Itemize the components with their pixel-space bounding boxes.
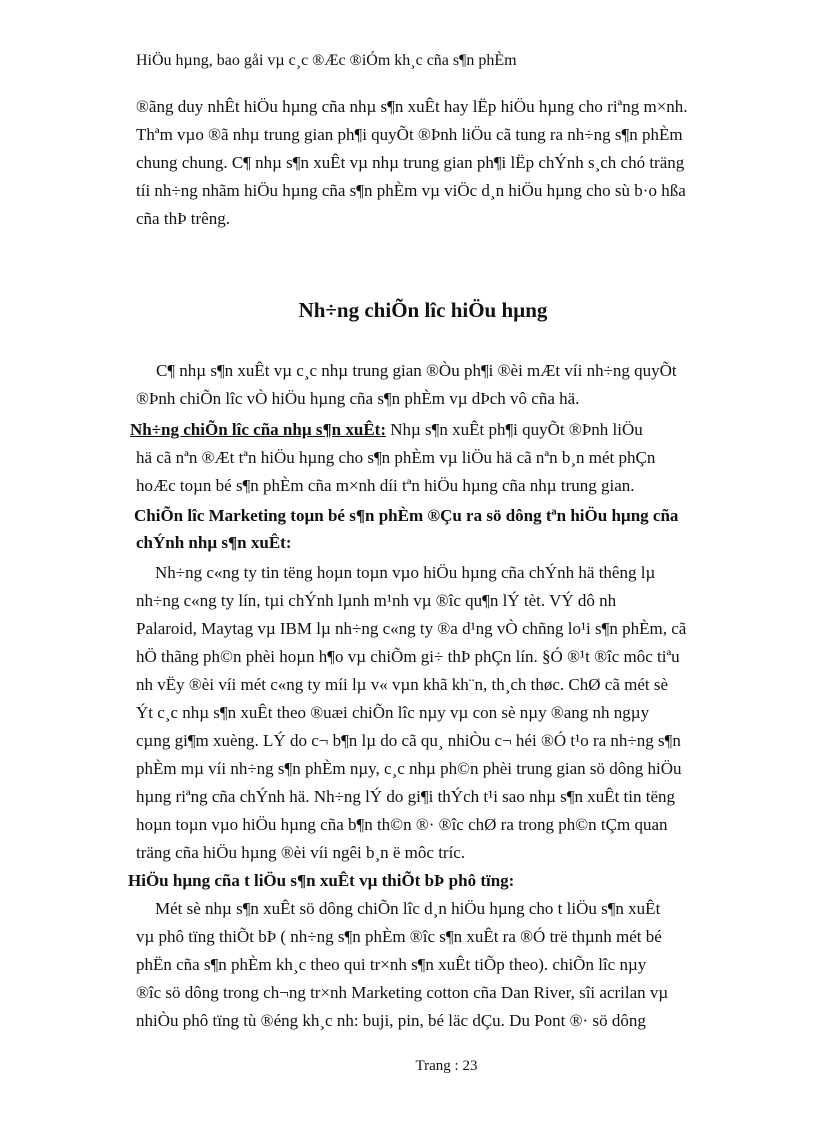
- sec2-line-7: cµng gi¶m xuèng. LÝ do c¬ b¶n lµ do cã qu¸ nhiÒu c¬ héi ®Ó t¹o ra nh÷ng s¶n: [136, 731, 681, 750]
- sec1-label: Nh÷ng chiÕn lîc cña nhµ s¶n xuÊt:: [130, 420, 386, 439]
- sec1-first-text: Nhµ s¶n xuÊt ph¶i quyÕt ®Þnh liÖu: [385, 420, 643, 439]
- sec2-line-4: hÖ thãng ph©n phèi hoµn h¶o vµ chiÕm gi÷ thÞ phÇn lín. §Ó ®¹t ®îc môc tiªu: [136, 647, 680, 666]
- sec2-heading-2: chÝnh nhµ s¶n xuÊt:: [136, 533, 292, 552]
- sec2-line-11: träng cña hiÖu hµng ®èi víi ngêi b¸n ë môc tríc.: [136, 843, 466, 862]
- sec1-line-2: hä cã nªn ®Æt tªn hiÖu hµng cho s¶n phÈm vµ liÖu hä cã nªn b¸n mét phÇn: [136, 448, 656, 467]
- para1-line-2: ®Þnh chiÕn lîc vÒ hiÖu hµng cña s¶n phÈm vµ dÞch vô cña hä.: [136, 389, 580, 408]
- sec3-line-5: nhiÒu phô tïng tù ®éng kh¸c nh: buji, pin, bé läc dÇu. Du Pont ®· sö dông: [136, 1011, 646, 1030]
- sec3-line-4: ®îc sö dông trong ch¬ng tr×nh Marketing cotton cña Dan River, sîi acrilan vµ: [136, 983, 669, 1002]
- sec3-line-3: phËn cña s¶n phÈm kh¸c theo qui tr×nh s¶n xuÊt tiÕp theo). chiÕn lîc nµy: [136, 955, 647, 974]
- sec2-line-3: Palaroid, Maytag vµ IBM lµ nh÷ng c«ng ty ®a d¹ng vÒ chñng lo¹i s¶n phÈm, cã: [136, 619, 687, 638]
- page-number: Trang : 23: [415, 1058, 478, 1074]
- para1-line-1: C¶ nhµ s¶n xuÊt vµ c¸c nhµ trung gian ®Òu ph¶i ®èi mÆt víi nh÷ng quyÕt: [156, 361, 677, 380]
- sec2-line-6: Ýt c¸c nhµ s¶n xuÊt theo ®uæi chiÕn lîc nµy vµ con sè nµy ®ang nh ngµy: [136, 703, 650, 722]
- sec3-heading: HiÖu hµng cña t liÖu s¶n xuÊt vµ thiÕt bÞ phô tïng:: [128, 871, 515, 890]
- sec3-line-1: Mét sè nhµ s¶n xuÊt sö dông chiÕn lîc d¸n hiÖu hµng cho t liÖu s¶n xuÊt: [155, 899, 661, 918]
- intro-line-3: chung chung. C¶ nhµ s¶n xuÊt vµ nhµ trung gian ph¶i lËp chÝnh s¸ch chó träng: [136, 153, 685, 172]
- intro-line-2: Thªm vµo ®ã nhµ trung gian ph¶i quyÕt ®Þnh liÖu cã tung ra nh÷ng s¶n phÈm: [136, 125, 683, 144]
- sec2-line-9: hµng riªng cña chÝnh hä. Nh÷ng lÝ do gi¶i thÝch t¹i sao nhµ s¶n xuÊt tin tëng: [136, 787, 676, 806]
- section-heading: Nh÷ng chiÕn lîc hiÖu hµng: [298, 298, 548, 322]
- sec2-line-5: nh vËy ®èi víi mét c«ng ty míi lµ v« vµn khã kh¨n, th¸ch thøc. ChØ cã mét sè: [136, 675, 669, 694]
- sec2-line-8: phÈm mµ víi nh÷ng s¶n phÈm nµy, c¸c nhµ ph©n phèi trung gian sö dông hiÖu: [136, 759, 682, 778]
- intro-line-1: ®ãng duy nhÊt hiÖu hµng cña nhµ s¶n xuÊt hay lËp hiÖu hµng cho riªng m×nh.: [136, 97, 688, 116]
- sec1-first-line: [130, 419, 643, 441]
- sec3-line-2: vµ phô tïng thiÕt bÞ ( nh÷ng s¶n phÈm ®îc s¶n xuÊt ra ®Ó trë thµnh mét bé: [136, 927, 662, 946]
- sec1-line-3: hoÆc toµn bé s¶n phÈm cña m×nh díi tªn hiÖu hµng cña nhµ trung gian.: [136, 476, 635, 495]
- sec2-line-10: hoµn toµn vµo hiÖu hµng cña b¶n th©n ®· ®îc chØ ra trong ph©n tÇm quan: [136, 815, 668, 834]
- intro-line-4: tíi nh÷ng nhãm hiÖu hµng cña s¶n phÈm vµ viÖc d¸n hiÖu hµng cho sù b·o hßa: [136, 181, 686, 200]
- sec2-line-1: Nh÷ng c«ng ty tin tëng hoµn toµn vµo hiÖu hµng cña chÝnh hä thêng lµ: [155, 563, 656, 582]
- sec2-heading-1: ChiÕn lîc Marketing toµn bé s¶n phÈm ®Çu ra sö dông tªn hiÖu hµng cña: [134, 506, 679, 525]
- sec2-line-2: nh÷ng c«ng ty lín, tµi chÝnh lµnh m¹nh vµ ®îc qu¶n lÝ tèt. VÝ dô nh: [136, 591, 617, 610]
- top-line: HiÖu hµng, bao gåi vµ c¸c ®Æc ®iÓm kh¸c cña s¶n phÈm: [136, 52, 517, 69]
- intro-line-5: cña thÞ trêng.: [136, 209, 230, 228]
